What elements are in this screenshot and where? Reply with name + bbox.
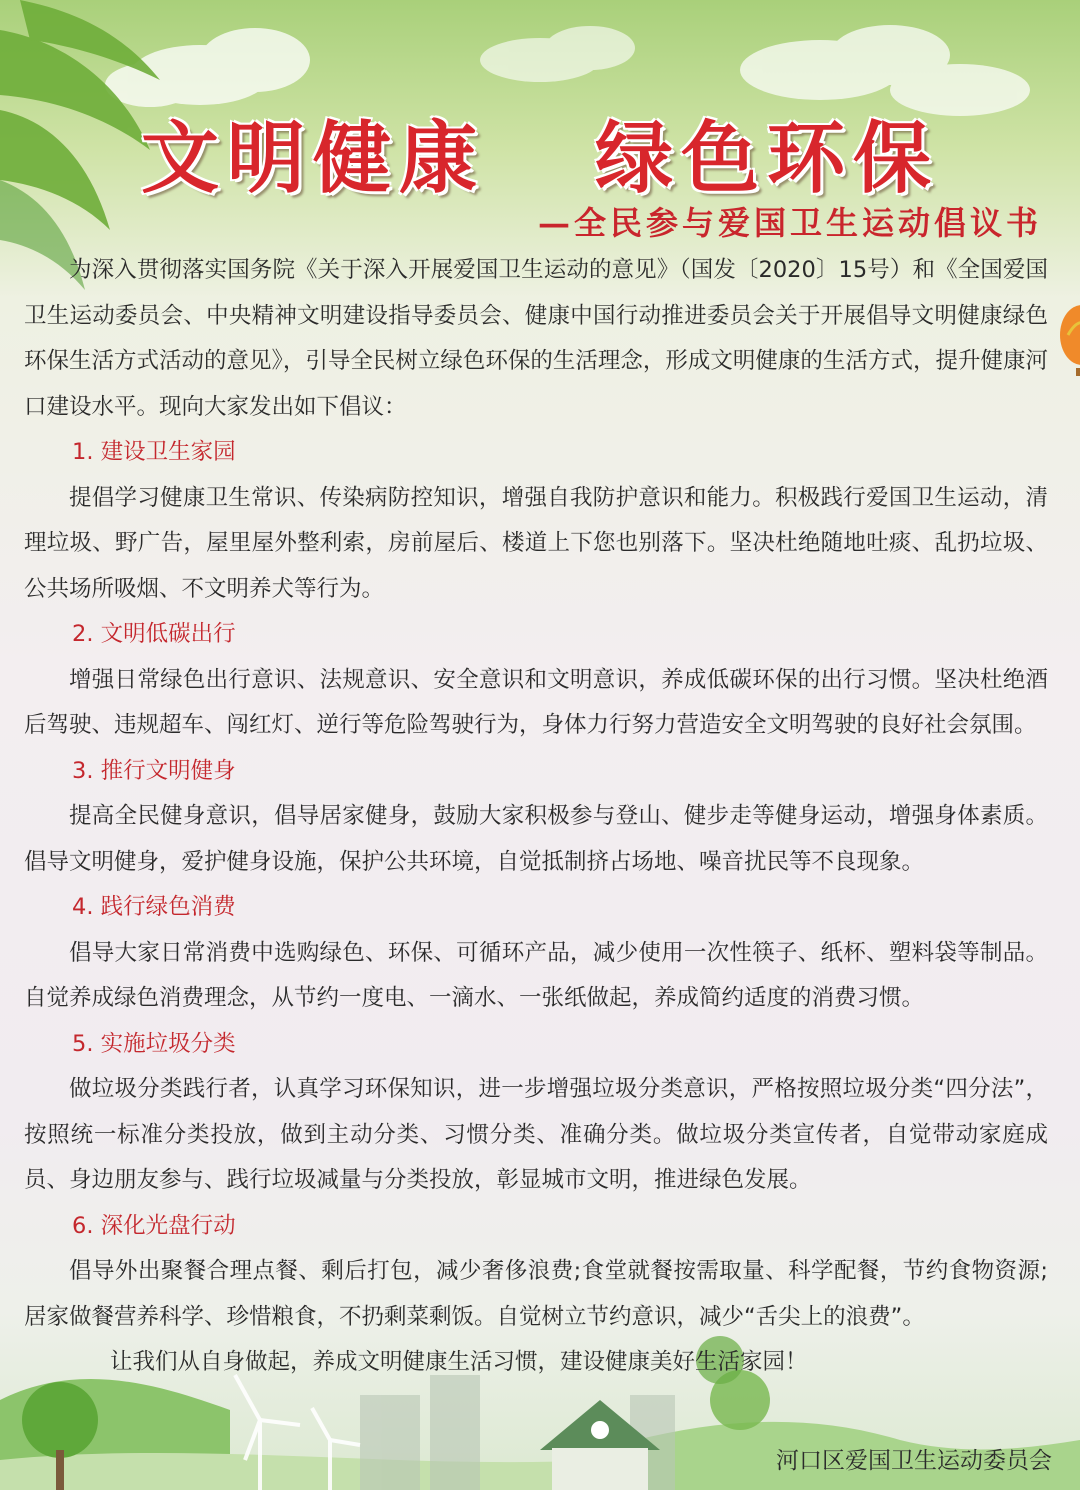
signature: 河口区爱国卫生运动委员会 xyxy=(776,1448,1052,1474)
section-heading-4: 4. 践行绿色消费 xyxy=(72,894,236,920)
poster-title xyxy=(0,96,1080,208)
section-body-5: 做垃圾分类践行者，认真学习环保知识，进一步增强垃圾分类意识，严格按照垃圾分类“四分法”，按照统一标准分类投放，做到主动分类、习惯分类、准确分类。做垃圾分类宣传者，自觉带动家庭成员、身边朋友参与、践行垃圾减量与分类投放，彰显城市文明，推进绿色发展。 xyxy=(24,1076,1048,1193)
proposal-body xyxy=(24,248,1048,1386)
poster-subtitle: —全民参与爱国卫生运动倡议书 xyxy=(537,204,1042,242)
title-left: 文明健康 xyxy=(140,114,485,204)
section-heading-3: 3. 推行文明健身 xyxy=(72,757,236,784)
section-body-3: 提高全民健身意识，倡导居家健身，鼓励大家积极参与登山、健步走等健身运动，增强身体素质。倡导文明健身，爱护健身设施，保护公共环境，自觉抵制挤占场地、噪音扰民等不良现象。 xyxy=(24,803,1048,875)
section-heading-5: 5. 实施垃圾分类 xyxy=(72,1030,236,1057)
intro-paragraph: 为深入贯彻落实国务院《关于深入开展爱国卫生运动的意见》（国发〔2020〕15号）和《全国爱国卫生运动委员会、中央精神文明建设指导委员会、健康中国行动推进委员会关于开展倡导文明健康绿色环保生活方式活动的意见》，引导全民树立绿色环保的生活理念，形成文明健康的生活方式，提升健康河口建设水平。现向大家发出如下倡议： xyxy=(24,257,1048,420)
closing-statement: 让我们从自身做起，养成文明健康生活习惯，建设健康美好生活家园！ xyxy=(110,1349,808,1375)
section-heading-6: 6. 深化光盘行动 xyxy=(72,1212,236,1239)
section-heading-2: 2. 文明低碳出行 xyxy=(72,621,236,647)
hot-air-balloon-icon xyxy=(1060,305,1080,376)
section-body-4: 倡导大家日常消费中选购绿色、环保、可循环产品，减少使用一次性筷子、纸杯、塑料袋等制品。自觉养成绿色消费理念，从节约一度电、一滴水、一张纸做起，养成简约适度的消费习惯。 xyxy=(24,939,1048,1011)
cloud-icon xyxy=(480,26,635,82)
section-body-2: 增强日常绿色出行意识、法规意识、安全意识和文明意识，养成低碳环保的出行习惯。坚决杜绝酒后驾驶、违规超车、闯红灯、逆行等危险驾驶行为，身体力行努力营造安全文明驾驶的良好社会氛围。 xyxy=(24,666,1048,738)
section-body-6: 倡导外出聚餐合理点餐、剩后打包，减少奢侈浪费;食堂就餐按需取量、科学配餐，节约食物资源;居家做餐营养科学、珍惜粮食，不扔剩菜剩饭。自觉树立节约意识，减少“舌尖上的浪费”。 xyxy=(24,1258,1048,1330)
section-heading-1: 1. 建设卫生家园 xyxy=(72,439,236,465)
title-right: 绿色环保 xyxy=(595,114,940,204)
section-body-1: 提倡学习健康卫生常识、传染病防控知识，增强自我防护意识和能力。积极践行爱国卫生运动，清理垃圾、野广告，屋里屋外整利索，房前屋后、楼道上下您也别落下。坚决杜绝随地吐痰、乱扔垃圾、公共场所吸烟、不文明养犬等行为。 xyxy=(24,484,1048,602)
